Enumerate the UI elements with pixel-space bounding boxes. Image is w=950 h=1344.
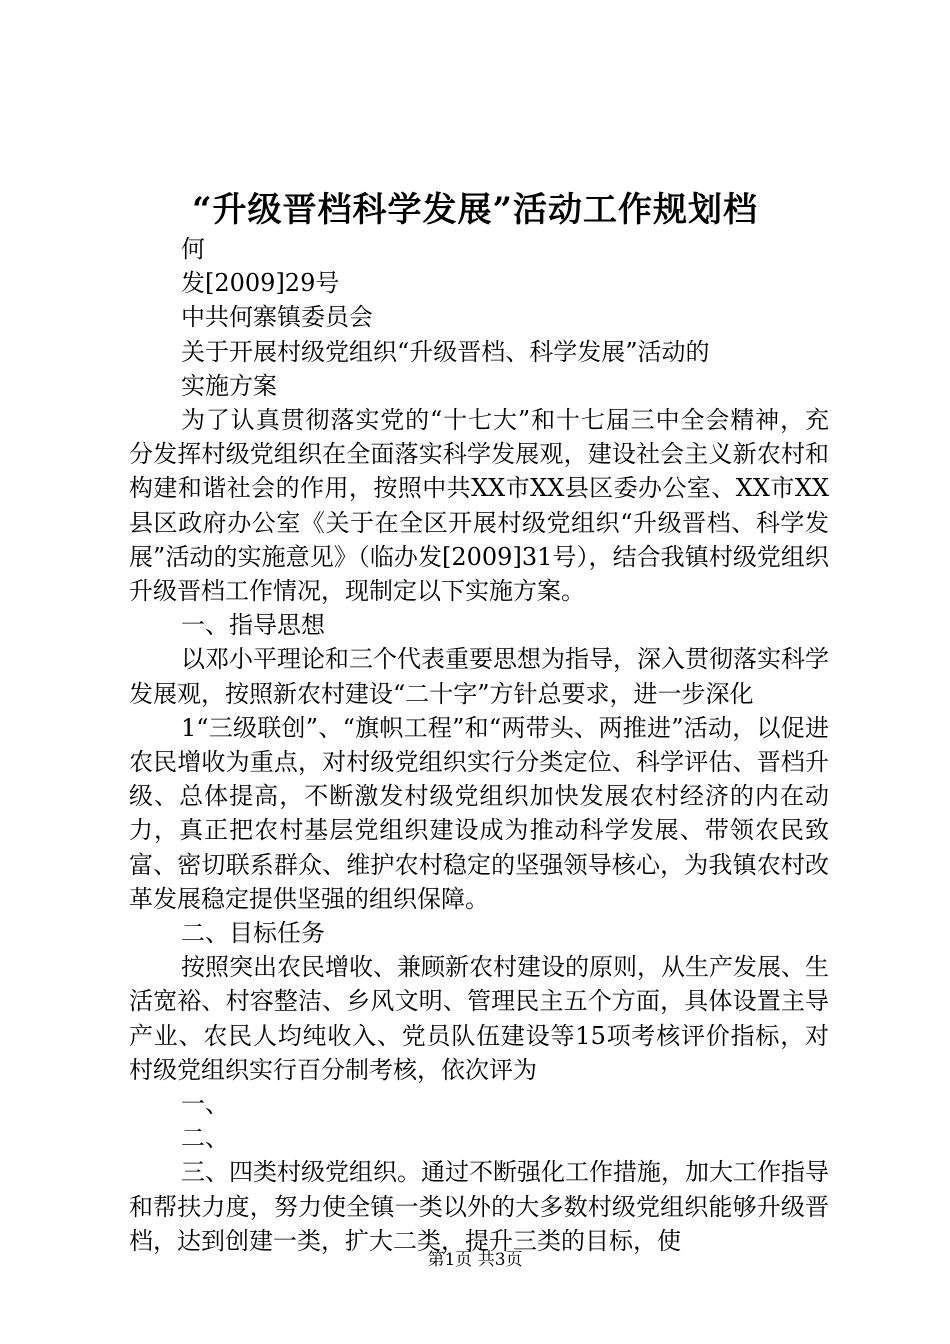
list-item-1: 一、 xyxy=(181,1090,229,1119)
document-title: “升级晋档科学发展”活动工作规划档 xyxy=(191,190,759,230)
intro-paragraph: 为了认真贯彻落实党的“十七大”和十七届三中全会精神，充分发挥村级党组织在全面落实科学发展观，建设社会主义新农村和构建和谐社会的作用，按照中共XX市XX县区委办公室、XX市XX县区政府办公室《关于在全区开展村级党组织“升级晋档、科学发展”活动的实施意见》（临办发[2009]31号），结合我镇村级党组织升级晋档工作情况，现制定以下实施方案。 xyxy=(129,406,829,606)
section2-heading: 二、目标任务 xyxy=(181,919,325,948)
section2-paragraph-1: 按照突出农民增收、兼顾新农村建设的原则，从生产发展、生活宽裕、村容整洁、乡风文明、管理民主五个方面，具体设置主导产业、农民人均纯收入、党员队伍建设等15项考核评价指标，对村级党组织实行百分制考核，依次评为 xyxy=(129,953,829,1084)
section2-paragraph-2: 三、四类村级党组织。通过不断强化工作措施，加大工作指导和帮扶力度，努力使全镇一类以外的大多数村级党组织能够升级晋档，达到创建一类，扩大二类，提升三类的目标，使 xyxy=(129,1158,829,1255)
header-line-plan: 实施方案 xyxy=(181,371,277,400)
header-line-subject: 关于开展村级党组织“升级晋档、科学发展”活动的 xyxy=(181,337,710,366)
document-body xyxy=(129,232,829,1258)
list-item-2: 二、 xyxy=(181,1124,229,1153)
header-line-doc-number: 发[2009]29号 xyxy=(181,269,340,298)
section1-paragraph-2: 1“三级联创”、“旗帜工程”和“两带头、两推进”活动，以促进农民增收为重点，对村级党组织实行分类定位、科学评估、晋档升级、总体提高，不断激发村级党组织加快发展农村经济的内在动力，真正把农村基层党组织建设成为推动科学发展、带领农民致富、密切联系群众、维护农村稳定的坚强领导核心，为我镇农村改革发展稳定提供坚强的组织保障。 xyxy=(129,713,829,913)
section1-heading: 一、指导思想 xyxy=(181,611,325,640)
section1-paragraph-1: 以邓小平理论和三个代表重要思想为指导，深入贯彻落实科学发展观，按照新农村建设“二十字”方针总要求，进一步深化 xyxy=(129,645,829,708)
header-line-organization: 中共何寨镇委员会 xyxy=(181,303,373,332)
page-footer: 第1页 共3页 xyxy=(427,1250,523,1270)
header-line-issuer: 何 xyxy=(181,235,205,263)
